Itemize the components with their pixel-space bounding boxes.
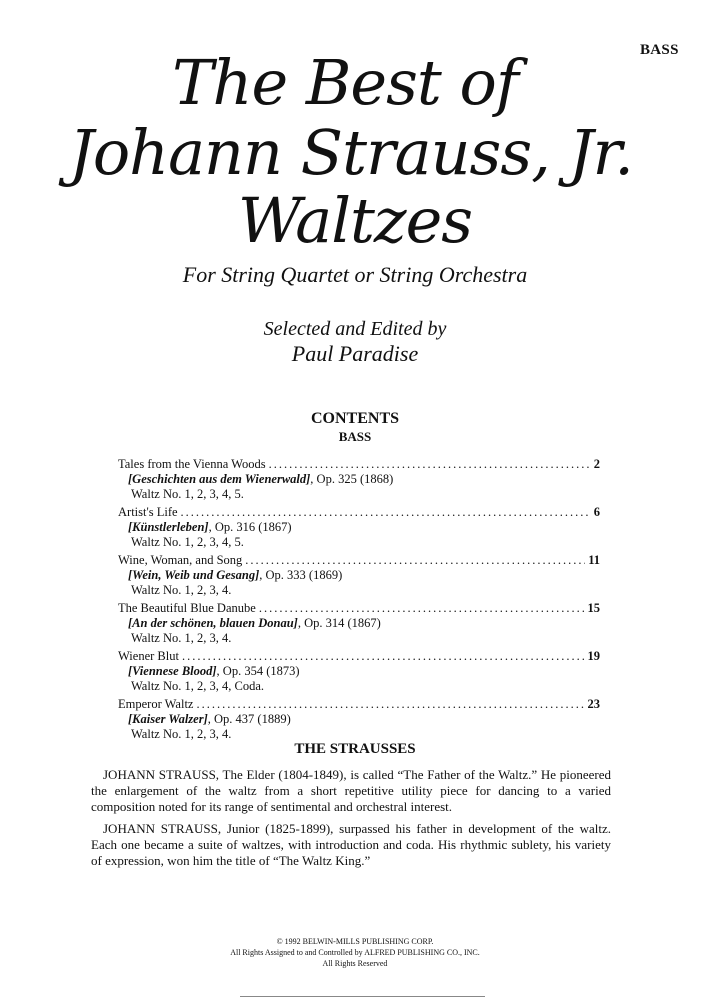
strausses-paragraph-1: JOHANN STRAUSS, The Elder (1804-1849), is called “The Father of the Waltz.” He pioneered the enlargement of the waltz from a short repetitive utility piece for dancing to a varied composition noted for its range of sentimental and orchestral interest. — [91, 767, 611, 814]
toc-waltzes: Waltz No. 1, 2, 3, 4. — [131, 631, 232, 645]
table-of-contents — [118, 457, 600, 745]
toc-entry — [118, 649, 600, 694]
toc-page: 6 — [593, 505, 600, 519]
toc-page: 23 — [587, 697, 600, 711]
toc-entry — [118, 697, 600, 742]
strausses-heading: THE STRAUSSES — [294, 741, 416, 757]
toc-german-title: [Viennese Blood] — [128, 664, 217, 678]
leader-dots — [196, 697, 584, 712]
toc-title[interactable]: Artist's Life — [118, 505, 178, 519]
toc-opus: , Op. 437 (1889) — [207, 712, 291, 726]
toc-waltzes: Waltz No. 1, 2, 3, 4, Coda. — [131, 679, 265, 693]
leader-dots — [259, 601, 585, 616]
leader-dots — [269, 457, 591, 472]
toc-title[interactable]: Wine, Woman, and Song — [118, 553, 243, 567]
rights-assigned-line: All Rights Assigned to and Controlled by ALFRED PUBLISHING CO., INC. — [230, 948, 480, 957]
toc-waltzes: Waltz No. 1, 2, 3, 4. — [131, 727, 232, 741]
rights-reserved-line: All Rights Reserved — [322, 959, 388, 968]
title-line-2: Johann Strauss, Jr. — [68, 116, 633, 189]
toc-entry — [118, 505, 600, 550]
leader-dots — [182, 649, 585, 664]
toc-german-title: [An der schönen, blauen Donau] — [128, 616, 298, 630]
footer-divider — [240, 996, 485, 997]
toc-page: 2 — [593, 457, 600, 471]
part-label: BASS — [640, 42, 679, 58]
toc-page: 15 — [587, 601, 600, 615]
subtitle: For String Quartet or String Orchestra — [182, 262, 528, 287]
editor-name: Paul Paradise — [291, 341, 419, 366]
toc-opus: , Op. 333 (1869) — [259, 568, 343, 582]
strausses-paragraph-2: JOHANN STRAUSS, Junior (1825-1899), surpassed his father in development of the waltz. Each one became a suite of waltzes, with introduction and coda. His rhythmic sublety, his variety of expression, won him the title of “The Waltz King.” — [91, 821, 611, 868]
contents-part: BASS — [338, 429, 372, 444]
toc-opus: , Op. 316 (1867) — [208, 520, 292, 534]
toc-opus: , Op. 314 (1867) — [297, 616, 381, 630]
toc-waltzes: Waltz No. 1, 2, 3, 4, 5. — [131, 535, 244, 549]
toc-title[interactable]: Tales from the Vienna Woods — [118, 457, 266, 471]
toc-page: 11 — [588, 553, 600, 567]
copyright-line: © 1992 BELWIN-MILLS PUBLISHING CORP. — [276, 937, 434, 946]
title-line-3: Waltzes — [237, 184, 473, 257]
toc-german-title: [Künstlerleben] — [128, 520, 209, 534]
toc-title[interactable]: Emperor Waltz — [118, 697, 194, 711]
leader-dots — [245, 553, 585, 568]
toc-waltzes: Waltz No. 1, 2, 3, 4. — [131, 583, 232, 597]
toc-entry — [118, 553, 600, 598]
toc-german-title: [Geschichten aus dem Wienerwald] — [128, 472, 311, 486]
toc-title[interactable]: The Beautiful Blue Danube — [118, 601, 256, 615]
toc-page: 19 — [587, 649, 600, 663]
selected-by: Selected and Edited by — [263, 318, 447, 340]
toc-title[interactable]: Wiener Blut — [118, 649, 179, 663]
contents-heading: CONTENTS — [310, 410, 400, 427]
copyright-footer — [0, 936, 710, 969]
toc-opus: , Op. 325 (1868) — [310, 472, 394, 486]
title-line-1: The Best of — [172, 46, 518, 119]
toc-german-title: [Kaiser Walzer] — [128, 712, 208, 726]
toc-entry — [118, 601, 600, 646]
toc-entry — [118, 457, 600, 502]
toc-waltzes: Waltz No. 1, 2, 3, 4, 5. — [131, 487, 244, 501]
toc-opus: , Op. 354 (1873) — [216, 664, 300, 678]
leader-dots — [181, 505, 591, 520]
toc-german-title: [Wein, Weib und Gesang] — [128, 568, 260, 582]
